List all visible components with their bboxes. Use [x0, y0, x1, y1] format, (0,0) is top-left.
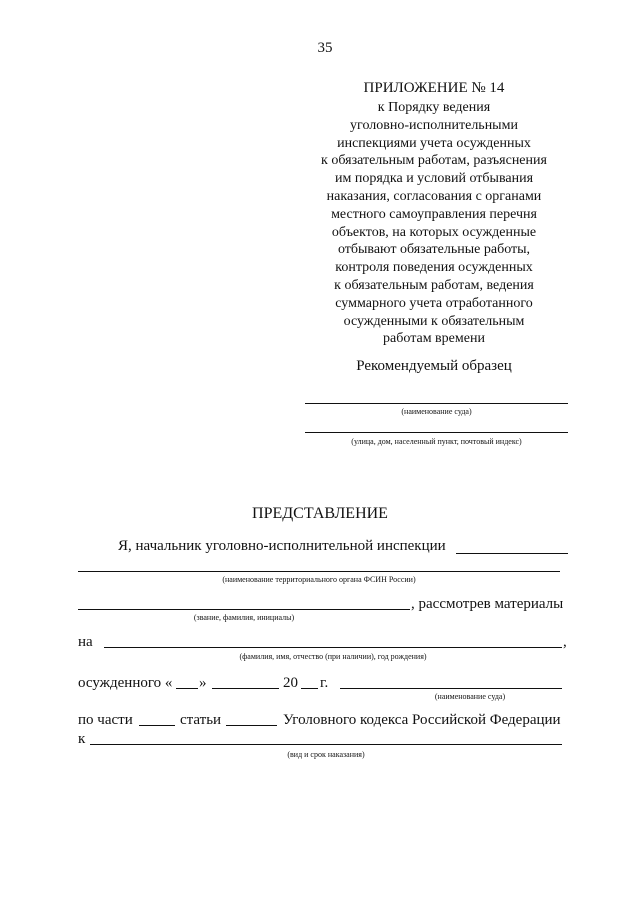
punishment-field-line[interactable] — [90, 744, 562, 745]
rank-name-field-line[interactable] — [78, 609, 410, 610]
document-title: ПРЕДСТАВЛЕНИЕ — [252, 505, 388, 522]
appendix-line: работам времени — [383, 331, 485, 347]
punishment-caption: (вид и срок наказания) — [287, 750, 365, 759]
appendix-line: уголовно-исполнительными — [350, 117, 518, 133]
appendix-line: объектов, на которых осужденные — [331, 224, 537, 240]
on-label: на — [78, 634, 93, 650]
court-caption: (наименование суда) — [401, 407, 472, 416]
convict-name-caption: (фамилия, имя, отчество (при наличии), год рождения) — [239, 652, 427, 661]
territorial-organ-field-line[interactable] — [78, 571, 560, 572]
year-prefix: 20 — [283, 675, 298, 691]
inspection-field-line[interactable] — [456, 553, 568, 554]
article-field-line[interactable] — [226, 725, 277, 726]
address-field-line[interactable] — [305, 432, 568, 433]
appendix-line: к обязательным работам, ведения — [334, 277, 534, 293]
part-label: по части — [78, 712, 133, 728]
day-field-line[interactable] — [176, 688, 198, 689]
sample-label: Рекомендуемый образец — [356, 358, 512, 374]
appendix-line: к обязательным работам, разъяснения — [321, 153, 547, 169]
year-field-line[interactable] — [301, 688, 318, 689]
month-field-line[interactable] — [212, 688, 279, 689]
appendix-line: суммарного учета отработанного — [335, 295, 533, 311]
appendix-title: ПРИЛОЖЕНИЕ № 14 — [363, 80, 505, 96]
to-label: к — [78, 731, 86, 747]
appendix-line: отбывают обязательные работы, — [337, 242, 531, 258]
address-caption: (улица, дом, населенный пункт, почтовый индекс) — [351, 437, 522, 446]
appendix-text — [300, 99, 568, 348]
convicted-label: осужденного « — [78, 675, 173, 691]
court-field-line[interactable] — [305, 403, 568, 404]
territorial-organ-caption: (наименование территориального органа ФСИН России) — [222, 575, 416, 584]
page-number: 35 — [317, 40, 333, 56]
convict-name-field-line[interactable] — [104, 647, 562, 648]
appendix-line: местного самоуправления перечня — [331, 206, 537, 222]
appendix-line: осужденными к обязательным — [343, 313, 525, 329]
appendix-line: инспекциями учета осужденных — [337, 135, 531, 151]
rank-name-caption: (звание, фамилия, инициалы) — [193, 613, 295, 622]
appendix-line: им порядка и условий отбывания — [334, 171, 534, 187]
reviewed-materials-text: , рассмотрев материалы — [411, 596, 564, 612]
appendix-line: наказания, согласования с органами — [326, 188, 542, 204]
quote-close: » — [199, 675, 207, 691]
comma-mark: , — [563, 634, 567, 650]
year-suffix: г. — [320, 675, 329, 691]
part-field-line[interactable] — [139, 725, 175, 726]
chief-statement: Я, начальник уголовно-исполнительной инспекции — [118, 538, 446, 554]
sentencing-court-caption: (наименование суда) — [434, 692, 506, 701]
criminal-code-text: Уголовного кодекса Российской Федерации — [283, 712, 561, 728]
sentencing-court-field-line[interactable] — [340, 688, 562, 689]
appendix-line: к Порядку ведения — [377, 100, 491, 115]
article-label: статьи — [180, 712, 222, 728]
appendix-line: контроля поведения осужденных — [335, 260, 533, 276]
